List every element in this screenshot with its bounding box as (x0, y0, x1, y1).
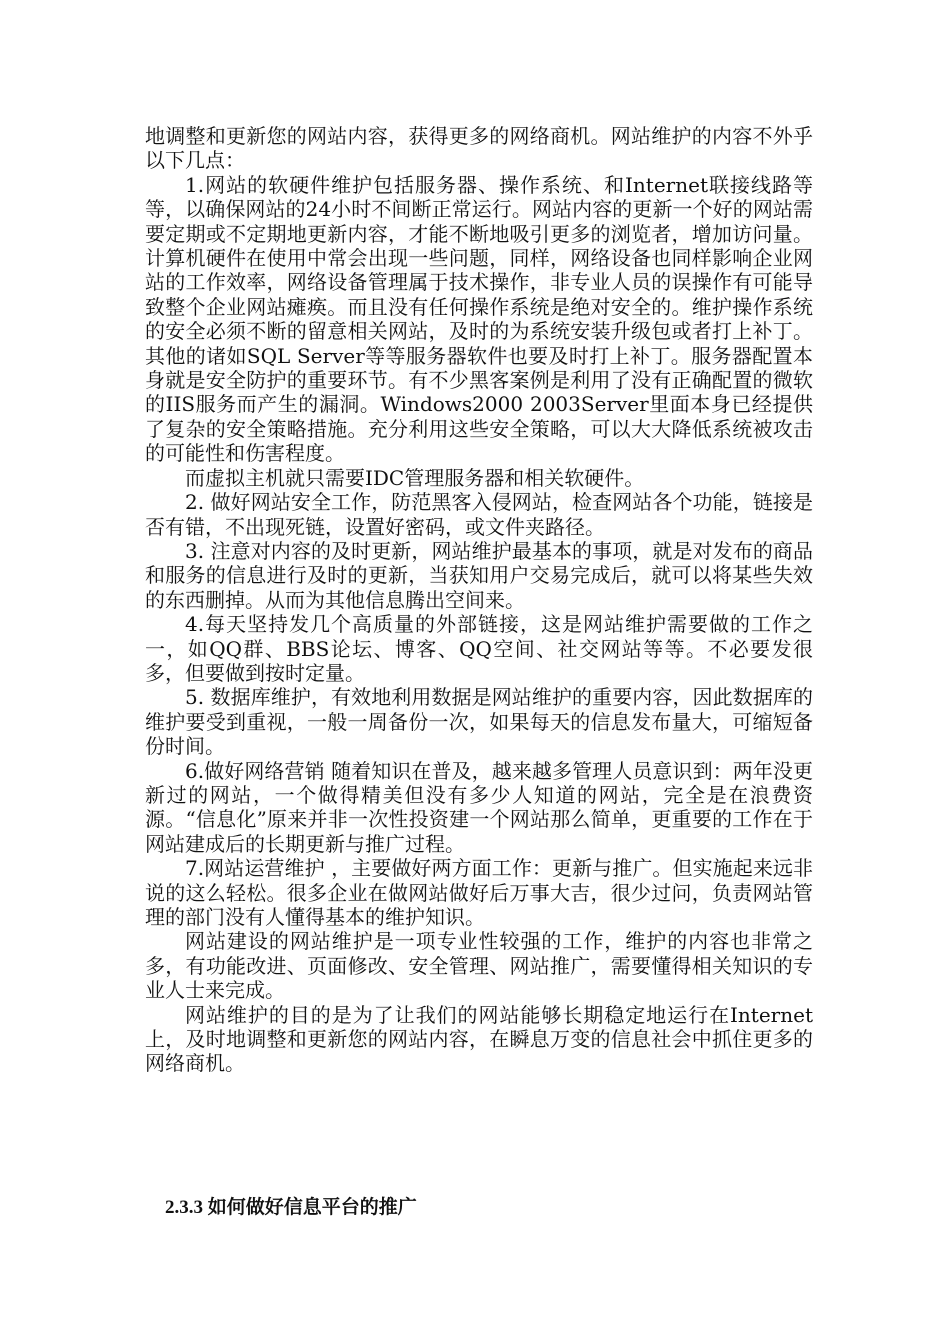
paragraph-continuation: 地调整和更新您的网站内容，获得更多的网络商机。网站维护的内容不外乎以下几点： (145, 124, 813, 173)
paragraph-item-4: 4.每天坚持发几个高质量的外部链接，这是网站维护需要做的工作之一，如QQ群、BBS论坛、博客、QQ空间、社交网站等等。不必要发很多，但要做到按时定量。 (145, 612, 813, 685)
paragraph-item-2: 2. 做好网站安全工作，防范黑客入侵网站，检查网站各个功能，链接是否有错，不出现死链，设置好密码，或文件夹路径。 (145, 490, 813, 539)
paragraph-item-5: 5. 数据库维护，有效地利用数据是网站维护的重要内容，因此数据库的维护要受到重视，一般一周备份一次，如果每天的信息发布量大，可缩短备份时间。 (145, 685, 813, 759)
section-heading: 2.3.3 如何做好信息平台的推广 (165, 1197, 417, 1218)
paragraph-virtual-host: 而虚拟主机就只需要IDC管理服务器和相关软硬件。 (185, 465, 645, 490)
paragraph-item-3: 3. 注意对内容的及时更新，网站维护最基本的事项，就是对发布的商品和服务的信息进行及时的更新，当获知用户交易完成后，就可以将某些失效的东西删掉。从而为其他信息腾出空间来。 (145, 538, 813, 612)
paragraph-item-7: 7.网站运营维护 ，主要做好两方面工作：更新与推广。但实施起来远非说的这么轻松。很多企业在做网站做好后万事大吉，很少过问，负责网站管理的部门没有人懂得基本的维护知识。 (145, 856, 813, 929)
paragraph-summary: 网站建设的网站维护是一项专业性较强的工作，维护的内容也非常之多，有功能改进、页面修改、安全管理、网站推广，需要懂得相关知识的专业人士来完成。 (145, 929, 813, 1003)
document-body (145, 124, 813, 1076)
paragraph-item-1: 1.网站的软硬件维护包括服务器、操作系统、和Internet联接线路等等，以确保网站的24小时不间断正常运行。网站内容的更新一个好的网站需要定期或不定期地更新内容，才能不断地吸引更多的浏览者，增加访问量。计算机硬件在使用中常会出现一些问题，同样，网络设备也同样影响企业网站的工作效率，网络设备管理属于技术操作，非专业人员的误操作有可能导致整个企业网站瘫痪。而且没有任何操作系统是绝对安全的。维护操作系统的安全必须不断的留意相关网站，及时的为系统安装升级包或者打上补丁。其他的诸如SQL Server等等服务器软件也要及时打上补丁。服务器配置本身就是安全防护的重要环节。有不少黑客案例是利用了没有正确配置的微软的IIS服务而产生的漏洞。Windows2000 2003Server里面本身已经提供了复杂的安全策略措施。充分利用这些安全策略，可以大大降低系统被攻击的可能性和伤害程度。 (145, 172, 813, 466)
paragraph-purpose: 网站维护的目的是为了让我们的网站能够长期稳定地运行在Internet上，及时地调整和更新您的网站内容，在瞬息万变的信息社会中抓住更多的网络商机。 (145, 1002, 813, 1076)
paragraph-item-6: 6.做好网络营销 随着知识在普及，越来越多管理人员意识到：两年没更新过的网站，一个做得精美但没有多少人知道的网站，完全是在浪费资源。“信息化”原来并非一次性投资建一个网站那么简单，更重要的工作在于网站建成后的长期更新与推广过程。 (145, 758, 813, 856)
